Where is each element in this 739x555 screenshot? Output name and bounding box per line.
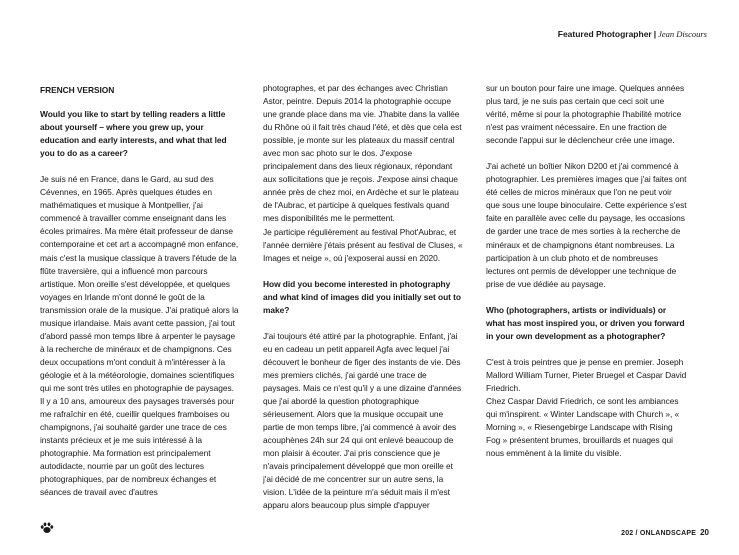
page-number: 20 [700, 528, 709, 537]
answer-2-continued: sur un bouton pour faire une image. Quelques années plus tard, je ne suis pas certain que ceci soit une vérité, même si pour la photographie l'habilité motrice n'est pas vraiment nécessaire. En une fraction de seconde l'appui sur le déclencheur crée une image. [486, 83, 685, 146]
header-photographer: Jean Discours [658, 29, 707, 39]
text-column-1 [40, 84, 241, 499]
text-column-3 [486, 82, 687, 460]
answer-1-paragraph-3: Je participe régulièrement au festival Phot'Aubrac, et l'année dernière j'étais présent au festival de Cluses, « Images et neige », où j'exposerai aussi en 2020. [263, 226, 463, 263]
page-footer [621, 528, 709, 538]
interview-question-2: How did you become interested in photography and what kind of images did you initially set out to make? [263, 278, 461, 315]
interview-question-1: Would you like to start by telling readers a little about yourself – where you grew up, your education and early interests, and what that led you to do as a career? [40, 109, 227, 159]
paw-print-icon-svg [40, 522, 54, 534]
answer-3-paragraph-1: C'est à trois peintres que je pense en premier. Joseph Mallord William Turner, Pieter Bruegel et Caspar David Friedrich. [486, 356, 687, 393]
text-column-2 [263, 82, 464, 512]
language-heading: FRENCH VERSION [40, 85, 115, 95]
answer-1-paragraph-1: Je suis né en France, dans le Gard, au sud des Cévennes, en 1965. Après quelques études en mathématiques et musique à Montpellier, j'ai commencé à travailler comme enseignant dans les écoles primaires. Ma mère était professeur de danse contemporaine et cet art a accompagné mon enfance, mais c'est la musique classique à travers l'étude de la flûte traversière, qui a influencé mon parcours artistique. Mon oreille s'est développée, et quelques voyages en Irlande m'ont donné le goût de la transmission orale de la musique. J'ai pratiqué alors la musique irlandaise. Mais avant cette passion, j'ai tout d'abord passé mon temps libre à arpenter le paysage à la recherche de minéraux et de champignons. Ces deux occupations m'ont conduit à m'intéresser à la géologie et à la météorologie, domaines scientifiques qui me sont très utiles en photographie de paysages. [40, 174, 239, 393]
answer-1-paragraph-2: Il y a 10 ans, amoureux des paysages traversés pour me rafraîchir en été, cueillir quelques framboises ou champignons, j'ai souhaité garder une trace de ces instants précieux et je me suis intéressé à la photographie. Ma formation est principalement autodidacte, nourrie par un goût des lectures photographiques, par de nombreux échanges et séances de travail avec d'autres [40, 396, 235, 498]
header-section: Featured Photographer [557, 29, 652, 39]
magazine-issue: 202 / ONLANDSCAPE [621, 530, 697, 537]
header-separator: | [653, 29, 657, 39]
interview-question-3: Who (photographers, artists or individuals) or what has most inspired you, or driven you forward in your own development as a photographer? [486, 304, 685, 341]
answer-3-paragraph-2: Chez Caspar David Friedrich, ce sont les ambiances qui m'inspirent. « Winter Landscape with Church », « Morning », « Riesengebirge Landscape with Rising Fog » présentent brumes, brouillards et nuages qui nous emmènent à la limite du visible. [486, 395, 680, 459]
answer-2-paragraph-2: J'ai acheté un boîtier Nikon D200 et j'ai commencé à photographier. Les premières images que j'ai faites ont été celles de micros minéraux que l'on ne peut voir que sous une loupe binoculaire. Cette expérience s'est faite en parallèle avec celle du paysage, les occasions de garder une trace de mes sorties à la recherche de minéraux et de champignons étant nombreuses. La participation à un club photo et de nombreuses lectures ont permis de développer une technique de prise de vue dédiée au paysage. [486, 161, 687, 289]
answer-2-paragraph-1: J'ai toujours été attiré par la photographie. Enfant, j'ai eu en cadeau un petit appareil Agfa avec lequel j'ai découvert le bonheur de figer des instants de vie. Dès mes premiers clichés, j'ai gardé une trace de paysages. Mais ce n'est qu'il y a une dizaine d'années que j'ai abordé la question photographique sérieusement. Alors que la musique occupait une partie de mon temps libre, j'ai commencé à avoir des acouphènes 24h sur 24 qui ont enlevé beaucoup de mon plaisir à écouter. J'ai pris conscience que je n'avais principalement développé que mon oreille et j'ai décidé de me concentrer sur un autre sens, la vision. L'idée de la peinture m'a séduit mais il m'est apparu alors beaucoup plus simple d'appuyer [263, 330, 462, 511]
answer-1-continued: photographes, et par des échanges avec Christian Astor, peintre. Depuis 2014 la photographie occupe une grande place dans ma vie. J'habite dans la vallée du Rhône où il fait très chaud l'été, et dès que cela est possible, je monte sur les plateaux du massif central avec mon sac photo sur le dos. J'expose principalement dans des lieux régionaux, répondant aux sollicitations que je reçois. J'expose ainsi chaque année près de chez moi, en Ardèche et sur le plateau de l'Aubrac, et participe à quelques festivals quand mes disponibilités me le permettent. [263, 83, 462, 224]
running-header [558, 29, 707, 39]
paw-print-icon [40, 521, 54, 533]
